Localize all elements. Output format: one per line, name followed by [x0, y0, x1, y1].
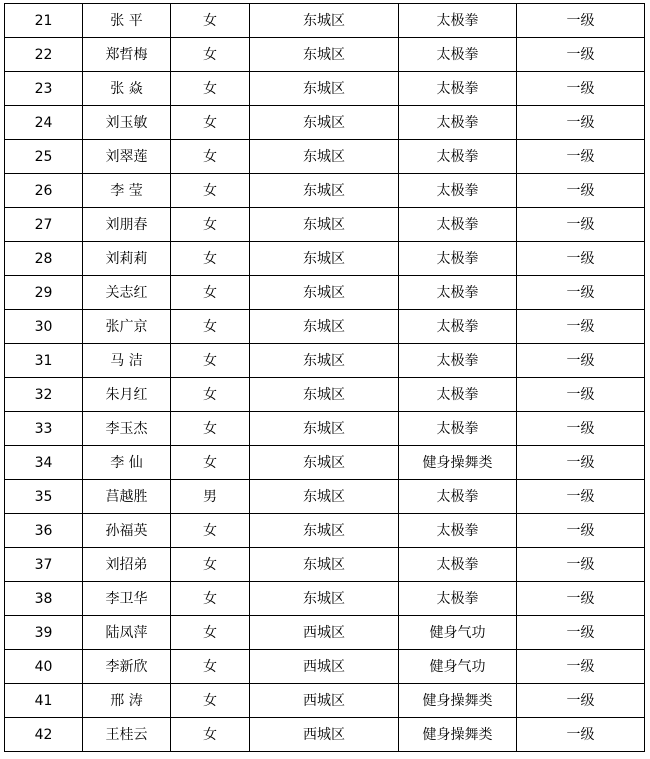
table-row — [5, 514, 645, 548]
gender-cell: 女 — [171, 208, 250, 242]
name-cell: 孙福英 — [83, 514, 171, 548]
roster-table — [4, 3, 645, 752]
name-cell: 刘莉莉 — [83, 242, 171, 276]
row-number-cell: 29 — [5, 276, 83, 310]
row-number-cell: 36 — [5, 514, 83, 548]
table-row — [5, 344, 645, 378]
row-number-cell: 39 — [5, 616, 83, 650]
name-cell: 张 平 — [83, 4, 171, 38]
event-cell: 太极拳 — [399, 38, 517, 72]
table-row — [5, 616, 645, 650]
row-number-cell: 30 — [5, 310, 83, 344]
row-number-cell: 31 — [5, 344, 83, 378]
district-cell: 东城区 — [250, 548, 399, 582]
table-row — [5, 106, 645, 140]
level-cell: 一级 — [517, 208, 645, 242]
event-cell: 太极拳 — [399, 412, 517, 446]
district-cell: 东城区 — [250, 582, 399, 616]
event-cell: 太极拳 — [399, 106, 517, 140]
district-cell: 东城区 — [250, 208, 399, 242]
level-cell: 一级 — [517, 310, 645, 344]
table-row — [5, 140, 645, 174]
level-cell: 一级 — [517, 616, 645, 650]
district-cell: 东城区 — [250, 446, 399, 480]
event-cell: 健身气功 — [399, 616, 517, 650]
event-cell: 健身操舞类 — [399, 684, 517, 718]
event-cell: 太极拳 — [399, 242, 517, 276]
event-cell: 健身操舞类 — [399, 446, 517, 480]
level-cell: 一级 — [517, 38, 645, 72]
district-cell: 西城区 — [250, 616, 399, 650]
level-cell: 一级 — [517, 650, 645, 684]
district-cell: 西城区 — [250, 684, 399, 718]
name-cell: 王桂云 — [83, 718, 171, 752]
level-cell: 一级 — [517, 446, 645, 480]
table-row — [5, 548, 645, 582]
table-row — [5, 310, 645, 344]
event-cell: 太极拳 — [399, 310, 517, 344]
name-cell: 关志红 — [83, 276, 171, 310]
level-cell: 一级 — [517, 582, 645, 616]
table-row — [5, 684, 645, 718]
table-row — [5, 412, 645, 446]
district-cell: 东城区 — [250, 242, 399, 276]
gender-cell: 女 — [171, 684, 250, 718]
event-cell: 太极拳 — [399, 378, 517, 412]
gender-cell: 女 — [171, 38, 250, 72]
level-cell: 一级 — [517, 140, 645, 174]
gender-cell: 女 — [171, 582, 250, 616]
level-cell: 一级 — [517, 72, 645, 106]
gender-cell: 女 — [171, 446, 250, 480]
table-row — [5, 446, 645, 480]
name-cell: 莒越胜 — [83, 480, 171, 514]
table-row — [5, 480, 645, 514]
district-cell: 东城区 — [250, 310, 399, 344]
row-number-cell: 37 — [5, 548, 83, 582]
name-cell: 马 洁 — [83, 344, 171, 378]
level-cell: 一级 — [517, 276, 645, 310]
name-cell: 陆凤萍 — [83, 616, 171, 650]
row-number-cell: 24 — [5, 106, 83, 140]
gender-cell: 女 — [171, 4, 250, 38]
row-number-cell: 40 — [5, 650, 83, 684]
table-row — [5, 4, 645, 38]
gender-cell: 女 — [171, 616, 250, 650]
level-cell: 一级 — [517, 106, 645, 140]
event-cell: 太极拳 — [399, 514, 517, 548]
gender-cell: 女 — [171, 718, 250, 752]
district-cell: 东城区 — [250, 276, 399, 310]
gender-cell: 女 — [171, 276, 250, 310]
row-number-cell: 38 — [5, 582, 83, 616]
name-cell: 朱月红 — [83, 378, 171, 412]
name-cell: 刘玉敏 — [83, 106, 171, 140]
row-number-cell: 33 — [5, 412, 83, 446]
row-number-cell: 34 — [5, 446, 83, 480]
table-row — [5, 378, 645, 412]
district-cell: 东城区 — [250, 72, 399, 106]
district-cell: 东城区 — [250, 514, 399, 548]
row-number-cell: 41 — [5, 684, 83, 718]
row-number-cell: 28 — [5, 242, 83, 276]
table-row — [5, 242, 645, 276]
level-cell: 一级 — [517, 242, 645, 276]
event-cell: 健身操舞类 — [399, 718, 517, 752]
gender-cell: 女 — [171, 412, 250, 446]
table-row — [5, 718, 645, 752]
event-cell: 太极拳 — [399, 548, 517, 582]
roster-table-body — [5, 4, 645, 752]
level-cell: 一级 — [517, 4, 645, 38]
name-cell: 李新欣 — [83, 650, 171, 684]
event-cell: 太极拳 — [399, 344, 517, 378]
name-cell: 李 莹 — [83, 174, 171, 208]
district-cell: 东城区 — [250, 344, 399, 378]
gender-cell: 男 — [171, 480, 250, 514]
table-row — [5, 582, 645, 616]
gender-cell: 女 — [171, 72, 250, 106]
gender-cell: 女 — [171, 378, 250, 412]
gender-cell: 女 — [171, 106, 250, 140]
table-row — [5, 276, 645, 310]
gender-cell: 女 — [171, 344, 250, 378]
table-row — [5, 72, 645, 106]
gender-cell: 女 — [171, 140, 250, 174]
name-cell: 刘招弟 — [83, 548, 171, 582]
name-cell: 李玉杰 — [83, 412, 171, 446]
district-cell: 东城区 — [250, 412, 399, 446]
level-cell: 一级 — [517, 684, 645, 718]
row-number-cell: 26 — [5, 174, 83, 208]
gender-cell: 女 — [171, 650, 250, 684]
name-cell: 刘朋春 — [83, 208, 171, 242]
level-cell: 一级 — [517, 378, 645, 412]
level-cell: 一级 — [517, 514, 645, 548]
gender-cell: 女 — [171, 242, 250, 276]
district-cell: 东城区 — [250, 4, 399, 38]
district-cell: 东城区 — [250, 106, 399, 140]
gender-cell: 女 — [171, 310, 250, 344]
level-cell: 一级 — [517, 344, 645, 378]
district-cell: 东城区 — [250, 378, 399, 412]
name-cell: 郑哲梅 — [83, 38, 171, 72]
table-row — [5, 174, 645, 208]
name-cell: 李 仙 — [83, 446, 171, 480]
name-cell: 邢 涛 — [83, 684, 171, 718]
district-cell: 西城区 — [250, 650, 399, 684]
district-cell: 东城区 — [250, 174, 399, 208]
row-number-cell: 27 — [5, 208, 83, 242]
row-number-cell: 23 — [5, 72, 83, 106]
name-cell: 张 焱 — [83, 72, 171, 106]
district-cell: 东城区 — [250, 38, 399, 72]
row-number-cell: 21 — [5, 4, 83, 38]
event-cell: 太极拳 — [399, 208, 517, 242]
name-cell: 刘翠莲 — [83, 140, 171, 174]
level-cell: 一级 — [517, 480, 645, 514]
district-cell: 西城区 — [250, 718, 399, 752]
district-cell: 东城区 — [250, 140, 399, 174]
event-cell: 健身气功 — [399, 650, 517, 684]
event-cell: 太极拳 — [399, 4, 517, 38]
event-cell: 太极拳 — [399, 276, 517, 310]
row-number-cell: 32 — [5, 378, 83, 412]
level-cell: 一级 — [517, 412, 645, 446]
level-cell: 一级 — [517, 548, 645, 582]
gender-cell: 女 — [171, 514, 250, 548]
name-cell: 张广京 — [83, 310, 171, 344]
table-row — [5, 650, 645, 684]
name-cell: 李卫华 — [83, 582, 171, 616]
district-cell: 东城区 — [250, 480, 399, 514]
level-cell: 一级 — [517, 174, 645, 208]
gender-cell: 女 — [171, 174, 250, 208]
event-cell: 太极拳 — [399, 480, 517, 514]
event-cell: 太极拳 — [399, 582, 517, 616]
table-row — [5, 38, 645, 72]
row-number-cell: 35 — [5, 480, 83, 514]
row-number-cell: 42 — [5, 718, 83, 752]
table-row — [5, 208, 645, 242]
level-cell: 一级 — [517, 718, 645, 752]
gender-cell: 女 — [171, 548, 250, 582]
event-cell: 太极拳 — [399, 140, 517, 174]
row-number-cell: 25 — [5, 140, 83, 174]
row-number-cell: 22 — [5, 38, 83, 72]
event-cell: 太极拳 — [399, 174, 517, 208]
event-cell: 太极拳 — [399, 72, 517, 106]
